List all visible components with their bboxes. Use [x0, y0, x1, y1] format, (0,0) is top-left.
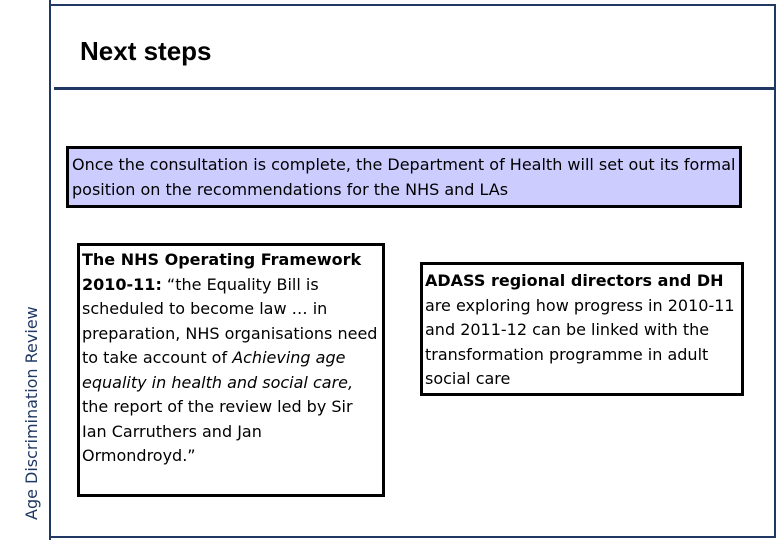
frame-top-border	[50, 4, 776, 6]
consultation-note: Once the consultation is complete, the Department of Health will set out its formal position on the recommendations for the NHS and LAs	[66, 146, 742, 208]
page-title: Next steps	[80, 36, 212, 66]
nhs-framework-box	[77, 243, 385, 497]
adass-text: are exploring how progress in 2010-11 and 2011-12 can be linked with the transformation programme in adult social care	[425, 295, 735, 388]
nhs-framework-text-after: the report of the review led by Sir Ian Carruthers and Jan Ormondroyd.”	[82, 397, 353, 465]
nhs-framework-heading: The NHS Operating Framework 2010-11:	[82, 250, 362, 294]
side-label: Age Discrimination Review	[22, 306, 41, 520]
frame-bottom-border	[50, 536, 776, 538]
nhs-framework-text-before: “the Equality Bill is scheduled to become law … in preparation, NHS organisations need to take account of	[82, 274, 378, 367]
side-bar-divider	[49, 0, 51, 540]
report-title: Achieving age equality in health and social care,	[82, 348, 354, 392]
adass-heading: ADASS regional directors and DH	[425, 271, 724, 290]
adass-box	[420, 262, 744, 396]
frame-right-border	[774, 4, 776, 538]
title-divider	[54, 87, 776, 90]
